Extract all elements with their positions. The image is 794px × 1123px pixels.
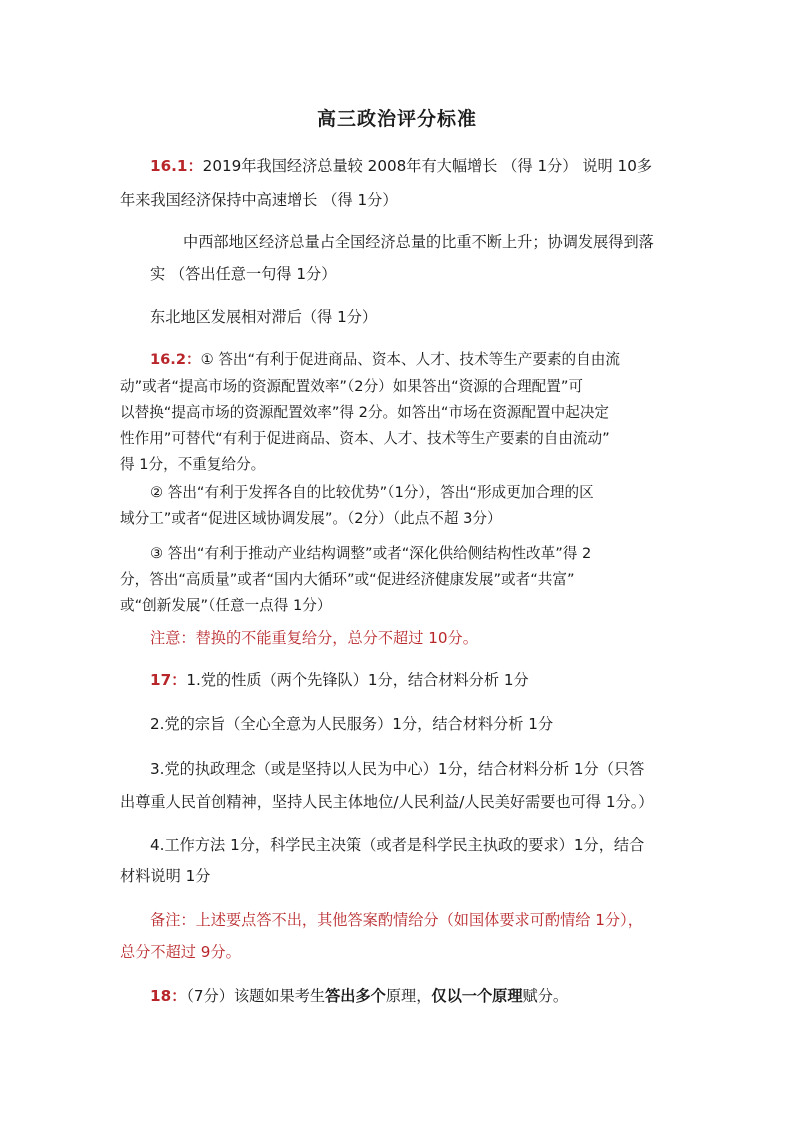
q17-line-3b: 出尊重人民首创精神，坚持人民主体地位/人民利益/人民美好需要也可得 1分。） [120,793,654,811]
q17-note-line-1: 备注：上述要点答不出，其他答案酌情给分（如国体要求可酌情给 1分）， [150,911,643,929]
q16-1-label: 16.1： [150,157,203,175]
q16-2-p3-line-3: 或“创新发展”（任意一点得 1分） [120,597,332,614]
q18-label: 18： [150,987,187,1005]
q18-line: 18：（7分）该题如果考生答出多个原理，仅以一个原理赋分。 [150,987,569,1005]
q17-label: 17： [150,671,187,689]
q16-2-p3-line-1: ③ 答出“有利于推动产业结构调整”或者“深化供给侧结构性改革”得 2 [150,545,592,562]
q17-note-line-2: 总分不超过 9分。 [120,943,241,961]
q16-2-note: 注意：替换的不能重复给分，总分不超过 10分。 [150,629,478,647]
q16-1-line-3: 中西部地区经济总量占全国经济总量的比重不断上升；协调发展得到落 [183,233,654,251]
q16-2-p1-line-5: 得 1分，不重复给分。 [120,456,266,473]
q16-2-p3-line-2: 分，答出“高质量”或者“国内大循环”或“促进经济健康发展”或者“共富” [120,571,575,588]
q17-line-4b: 材料说明 1分 [120,867,211,885]
q17-line-1: 17：1.党的性质（两个先锋队）1分，结合材料分析 1分 [150,671,529,689]
q16-2-p2-line-1: ② 答出“有利于发挥各自的比较优势”（1分），答出“形成更加合理的区 [150,484,594,501]
q16-1-line-4: 实 （答出任意一句得 1分） [150,265,337,283]
q17-line-4a: 4.工作方法 1分，科学民主决策（或者是科学民主执政的要求）1分，结合 [150,836,645,854]
q17-line-2: 2.党的宗旨（全心全意为人民服务）1分，结合材料分析 1分 [150,715,554,733]
q16-2-p1-line-1: 16.2：① 答出“有利于促进商品、资本、人才、技术等生产要素的自由流 [150,351,620,368]
q16-1-line-1: 16.1：2019年我国经济总量较 2008年有大幅增长 （得 1分） 说明 10多 [150,157,653,175]
q16-1-line-2: 年来我国经济保持中高速增长 （得 1分） [120,191,398,209]
q16-2-p1-line-2: 动”或者“提高市场的资源配置效率”（2分）如果答出“资源的合理配置”可 [120,378,584,395]
q16-2-p1-line-3: 以替换“提高市场的资源配置效率”得 2分。如答出“市场在资源配置中起决定 [120,404,610,421]
q17-line-3a: 3.党的执政理念（或是坚持以人民为中心）1分，结合材料分析 1分（只答 [150,760,645,778]
page-title: 高三政治评分标准 [316,108,477,130]
q16-1-line-5: 东北地区发展相对滞后（得 1分） [150,308,378,326]
q16-2-p1-line-4: 性作用”可替代“有利于促进商品、资本、人才、技术等生产要素的自由流动” [120,430,610,447]
q16-2-p2-line-2: 域分工”或者“促进区域协调发展”。（2分）（此点不超 3分） [120,510,502,527]
q16-2-label: 16.2： [150,351,201,368]
